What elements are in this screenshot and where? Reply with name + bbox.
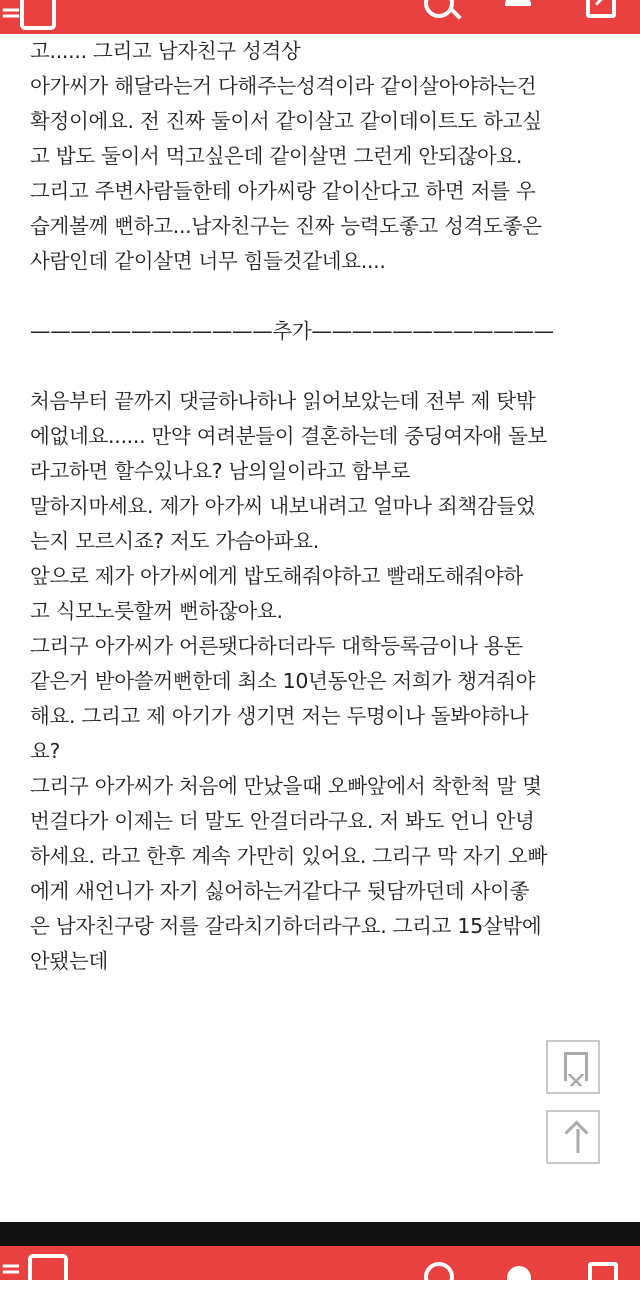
article-line: 확정이에요. 전 진짜 둘이서 같이살고 같이데이트도 하고싶 (30, 109, 542, 133)
top-app-bar (0, 0, 640, 34)
search-icon[interactable] (424, 1262, 454, 1292)
scroll-up-button[interactable] (546, 1110, 600, 1164)
article-line: 라고하면 할수있나요? 남의일이라고 함부로 (30, 459, 411, 483)
article-line: 사람인데 같이살면 너무 힘들것같네요.... (30, 249, 386, 273)
article-line: 안됐는데 (30, 949, 109, 973)
article-line: 은 남자친구랑 저를 갈라치기하더라구요. 그리고 15살밖에 (30, 914, 542, 938)
article-line: 그리고 주변사람들한테 아가씨랑 같이산다고 하면 저를 우 (30, 179, 536, 203)
arrow-up-icon (564, 1120, 588, 1144)
logo-box-icon (28, 1254, 68, 1302)
article-line: 는지 모르시죠? 저도 가슴아파요. (30, 529, 319, 553)
article-body (30, 34, 630, 979)
article-line: 그리구 아가씨가 처음에 만났을때 오빠앞에서 착한척 말 몇 (30, 774, 542, 798)
article-line: 요? (30, 739, 61, 763)
article-line: 그리구 아가씨가 어른됏다하더라두 대학등록금이나 용돈 (30, 634, 523, 658)
article-line: 에없네요...... 만약 여려분들이 결혼하는데 중딩여자애 돌보 (30, 424, 547, 448)
article-line: 습게볼께 뻔하고...남자친구는 진짜 능력도좋고 성격도좋은 (30, 214, 542, 238)
article-line: 고...... 그리고 남자친구 성격상 (30, 39, 301, 63)
user-icon[interactable] (507, 1266, 531, 1286)
user-icon[interactable] (505, 0, 531, 6)
article-line: 고 식모노릇할꺼 뻔하잖아요. (30, 599, 283, 623)
logo-box-icon (20, 0, 56, 30)
article-line: 해요. 그리고 제 아기가 생기면 저는 두명이나 돌봐야하나 (30, 704, 529, 728)
article-line: 고 밥도 둘이서 먹고싶은데 같이살면 그런게 안되잖아요. (30, 144, 523, 168)
edit-icon[interactable] (588, 1262, 618, 1292)
article-line: 앞으로 제가 아가씨에게 밥도해줘야하고 빨래도해줘야하 (30, 564, 523, 588)
edit-icon[interactable] (586, 0, 616, 18)
search-icon[interactable] (424, 0, 454, 18)
article-line: 말하지마세요. 제가 아가씨 내보내려고 얼마나 죄책감들었 (30, 494, 536, 518)
blank-line (30, 279, 630, 314)
article-line: 하세요. 라고 한후 계속 가만히 있어요. 그리구 막 자기 오빠 (30, 844, 547, 868)
bookmark-icon (564, 1052, 588, 1081)
article-line: 번걸다가 이제는 더 말도 안걸더라구요. 저 봐도 언니 안녕 (30, 809, 535, 833)
site-logo[interactable]: = (0, 1254, 22, 1284)
addendum-divider: ————————————추가———————————— (30, 319, 554, 343)
bottom-app-bar (0, 1246, 640, 1284)
article-line: 에게 새언니가 자기 싫어하는거같다구 뒷담까던데 사이좋 (30, 879, 530, 903)
article-line: 같은거 받아쓸꺼뻔한데 최소 10년동안은 저희가 챙겨줘야 (30, 669, 536, 693)
site-logo[interactable]: = (0, 0, 22, 28)
blank-line (30, 349, 630, 384)
bookmark-button[interactable] (546, 1040, 600, 1094)
article-line: 처음부터 끝까지 댓글하나하나 읽어보았는데 전부 제 탓밖 (30, 389, 536, 413)
system-bar (0, 1222, 640, 1246)
article-line: 아가씨가 해달라는거 다해주는성격이라 같이살아야하는건 (30, 74, 537, 98)
